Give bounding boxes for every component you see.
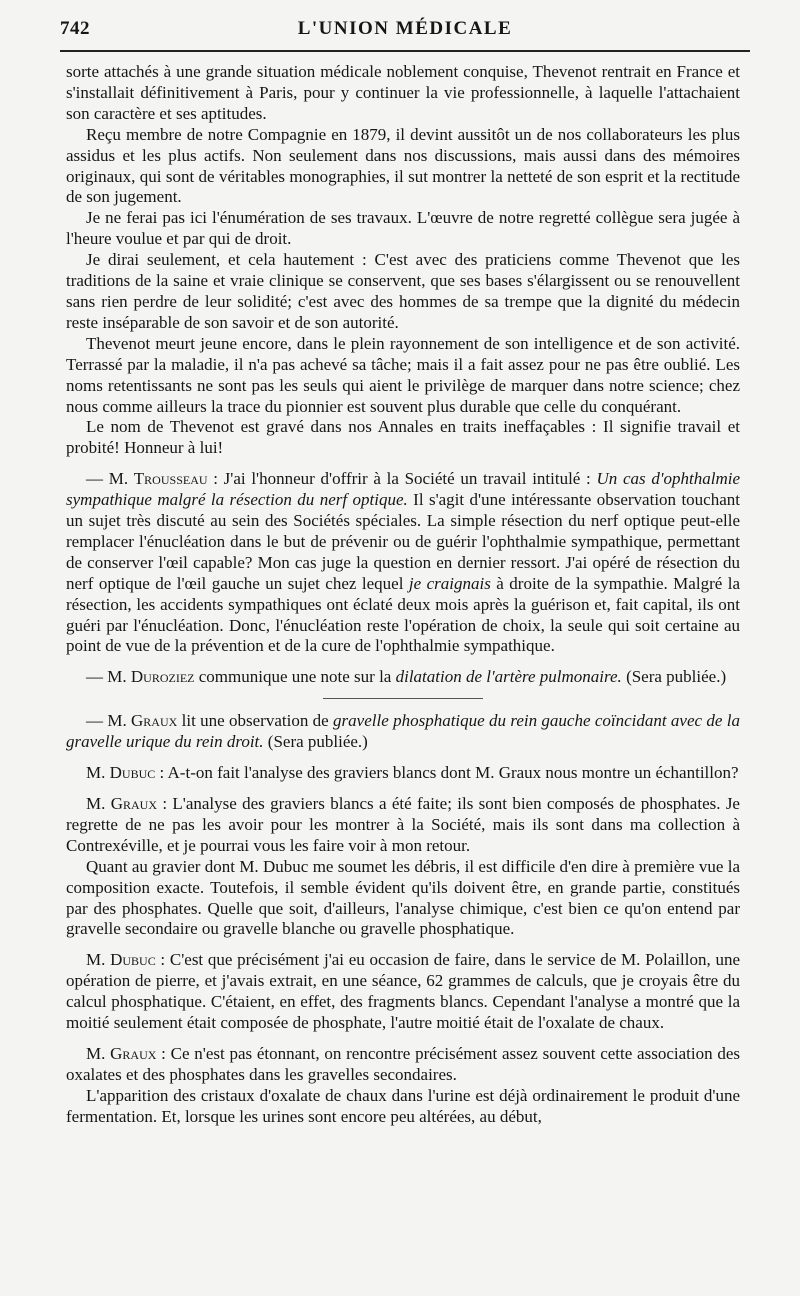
graux-final-text: : Ce n'est pas étonnant, on rencontre précisément assez souvent cette association des oxalates et des phosphates dans les gravelles secondaires. xyxy=(66,1043,740,1084)
dubuc-speaker: Dubuc xyxy=(109,763,156,783)
dubuc-remark-text: : C'est que précisément j'ai eu occasion de faire, dans le service de M. Polaillon, une opération de pierre, et j'avais extrait, en une séance, 62 grammes de calculs, que je croyais être du calcul phosphatique. C'étaient, en effet, des fragments blancs. Cependant l'analyse a montré que la moitié seulement était composée de phosphate, l'autre moitié était de l'oxalate de chaux. xyxy=(66,950,740,1033)
graux-reply-continuation: Quant au gravier dont M. Dubuc me soumet les débris, il est difficile d'en dire à première vue la composition exacte. Toutefois, il semble évident qu'ils doivent être, en grande partie, constitués par des phosphates. Quelle que soit, d'ailleurs, l'analyse chimique, c'est bien ce qu'on entend par gravelle secondaire ou gravelle blanche ou gravelle phosphatique. xyxy=(66,856,740,939)
body-text xyxy=(66,62,740,1128)
trousseau-body-end: à droite de la sympathie. Malgré la résection, les accidents sympathiques ont éclaté deux mois après la guérison et, fait capital, ils ont guéri par l'énucléation. Donc, l'énucléation reste l'opération de choix, la seule qui soit certaine au point de vue de la prévention et de la cure de l'ophthalmie sympathique. xyxy=(66,573,740,656)
trousseau-lead: — M. xyxy=(86,469,134,489)
dubuc-remark-lead: M. xyxy=(86,950,111,970)
paragraph-continuation: sorte attachés à une grande situation médicale noblement conquise, Thevenot rentrait en France et s'installait définitivement à Paris, pour y continuer la vie professionnelle, à laquelle l'attachaient son caractère et ses aptitudes. xyxy=(66,62,740,123)
dubuc-question-text: : A-t-on fait l'analyse des graviers blancs dont M. Graux nous montre un échantillon? xyxy=(155,763,739,783)
graux-reply xyxy=(66,794,740,857)
trousseau-speaker: Trousseau xyxy=(133,469,208,489)
duroziez-title: dilatation de l'artère pulmonaire. xyxy=(395,667,622,687)
header-rule xyxy=(60,50,750,52)
graux-speaker: Graux xyxy=(131,711,178,731)
dubuc-question xyxy=(66,763,740,784)
graux-reply-speaker: Graux xyxy=(110,794,157,813)
graux-tail: (Sera publiée.) xyxy=(263,732,368,752)
duroziez-tail: (Sera publiée.) xyxy=(621,667,727,687)
paragraph-death: Thevenot meurt jeune encore, dans le plein rayonnement de son intelligence et de son activité. Terrassé par la maladie, il n'a pas achevé sa tâche; mais il a fait assez pour ne pas être oublié. Les noms retentissants ne sont pas les seuls qui aient le privilège de marquer dans notre science; chez nous comme ailleurs la trace du pionnier est souvent plus durable que celle du conquérant. xyxy=(66,333,740,416)
duroziez-intro: communique une note sur la xyxy=(194,667,396,687)
graux-observation xyxy=(66,711,740,753)
graux-lead: — M. xyxy=(86,711,132,731)
duroziez-communication xyxy=(66,667,740,688)
paragraph-works: Je ne ferai pas ici l'énumération de ses travaux. L'œuvre de notre regretté collègue sera jugée à l'heure voulue et par qui de droit. xyxy=(66,208,740,249)
graux-final-lead: M. xyxy=(86,1043,111,1063)
graux-final-speaker: Graux xyxy=(110,1043,157,1063)
dubuc-remark xyxy=(66,950,740,1034)
trousseau-quote: je craignais xyxy=(408,573,491,593)
graux-reply-text: : L'analyse des graviers blancs a été faite; ils sont bien composés de phosphates. Je regrette de ne pas les avoir pour les montrer à la Société, mais ils sont dans ma collection à Contrexéville, et je pourrai vous les faire voir à mon retour. xyxy=(66,794,740,855)
trousseau-body-start: Il s'agit d'une intéressante observation touchant un sujet très discuté au sein des Sociétés spéciales. La simple résection du nerf optique peut-elle remplacer l'énucléation dans le but de prévenir ou de guérir l'ophthalmie sympathique, permettant de conserver l'œil capable? Mon cas juge la question en dernier ressort. J'ai opéré de résection du nerf optique de l'œil gauche un sujet chez lequel xyxy=(66,490,740,593)
graux-title: gravelle phosphatique du rein gauche coïncidant avec de la gravelle urique du rein droit. xyxy=(66,711,740,752)
section-rule xyxy=(323,698,483,699)
journal-title: L'UNION MÉDICALE xyxy=(297,18,513,39)
graux-final xyxy=(66,1044,740,1086)
paragraph-membership: Reçu membre de notre Compagnie en 1879, il devint aussitôt un de nos collaborateurs les plus assidus et les plus actifs. Non seulement dans nos discussions, mais aussi dans des mémoires originaux, qui sont de véritables monographies, il sut montrer la netteté de son esprit et la rectitude de son jugement. xyxy=(66,124,740,207)
page-number: 742 xyxy=(60,18,90,39)
duroziez-lead: — M. xyxy=(86,667,131,687)
trousseau-title: Un cas d'ophthalmie sympathique malgré la résection du nerf optique. xyxy=(66,469,740,510)
duroziez-speaker: Duroziez xyxy=(130,667,195,687)
dubuc-remark-speaker: Dubuc xyxy=(110,950,156,970)
trousseau-intro: : J'ai l'honneur d'offrir à la Société un travail intitulé : xyxy=(207,469,597,489)
dubuc-lead: M. xyxy=(86,763,110,783)
page-header xyxy=(60,16,750,44)
graux-reply-lead: M. xyxy=(86,794,111,813)
paragraph-praise: Je dirai seulement, et cela hautement : C'est avec des praticiens comme Thevenot que les traditions de la saine et vraie clinique se conservent, que ses bases s'élargissent ou se renouvellent sans rien perdre de leur solidité; c'est avec des hommes de sa trempe que la dignité du médecin reste inséparable de son savoir et de son autorité. xyxy=(66,250,740,332)
graux-final-continuation: L'apparition des cristaux d'oxalate de chaux dans l'urine est déjà ordinairement le produit d'une fermentation. Et, lorsque les urines sont encore peu altérées, au début, xyxy=(66,1085,740,1126)
graux-intro: lit une observation de xyxy=(177,711,334,731)
trousseau-communication xyxy=(66,469,740,657)
paragraph-honour: Le nom de Thevenot est gravé dans nos Annales en traits ineffaçables : Il signifie travail et probité! Honneur à lui! xyxy=(66,417,740,458)
